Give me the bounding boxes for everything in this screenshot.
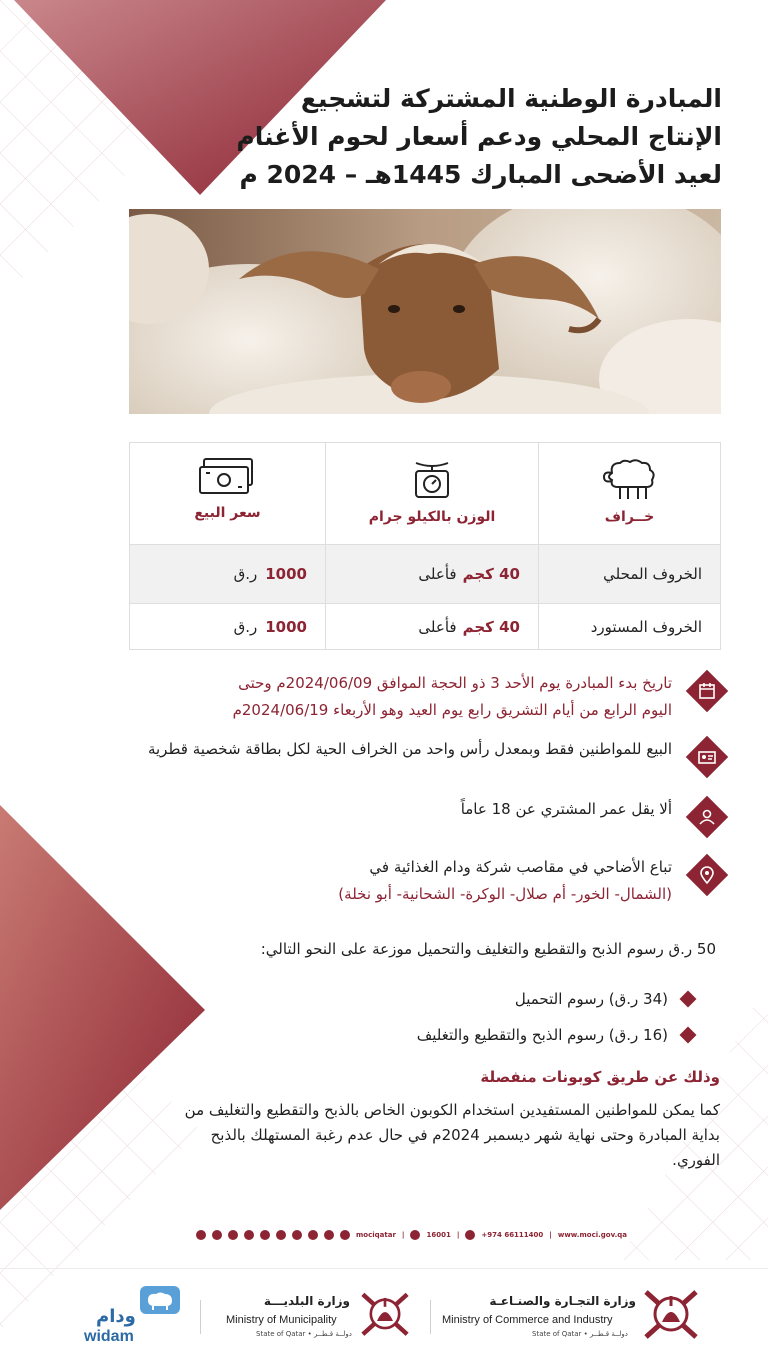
location-areas: (الشمال- الخور- أم صلال- الوكرة- الشحانية- أبو نخلة) (338, 885, 672, 903)
header-label: الوزن بالكيلو جرام (368, 509, 496, 525)
mom-name-ar: وزارة البلديـــة (263, 1294, 350, 1308)
hotline[interactable]: 16001 (426, 1231, 451, 1239)
mom-state: State of Qatar • دولــة قـطــر (256, 1330, 352, 1338)
fee-text: (34 ر.ق) رسوم التحميل (514, 990, 668, 1008)
sheep-type: الخروف المحلي (538, 545, 720, 603)
title-line: لعيد الأضحى المبارك 1445هـ – 2024 م (239, 160, 722, 189)
whatsapp-contact-icon (465, 1230, 475, 1240)
moci-state: State of Qatar • دولــة قـطــر (532, 1330, 628, 1338)
dates-line: اليوم الرابع من أيام التشريق رابع يوم العيد وهو الأربعاء 2024/06/19م (232, 701, 672, 719)
price-table (129, 442, 721, 650)
info-location (128, 854, 728, 908)
fee-item (417, 1026, 694, 1044)
header-sheep (538, 443, 720, 544)
weight-value: 40 كجم (462, 565, 520, 583)
widam-name-ar: ودام (96, 1306, 136, 1327)
qatar-emblem-icon (636, 1282, 706, 1344)
sheep-icon (600, 455, 660, 503)
age-text: ألا يقل عمر المشتري عن 18 عاماً (460, 800, 672, 818)
coupon-title: وذلك عن طريق كوبونات منفصلة (480, 1068, 720, 1086)
location-line: تباع الأضاحي في مقاصب شركة ودام الغذائية في (369, 858, 672, 876)
diamond-bullet-icon (680, 991, 697, 1008)
info-citizens (128, 736, 728, 778)
mom-name-en: Ministry of Municipality (226, 1314, 337, 1326)
contact-strip: mociqatar | 16001 | +974 66111400 | www.moci.gov.qa (196, 1226, 627, 1244)
info-dates (128, 670, 728, 724)
info-age (128, 796, 728, 838)
fees-intro: 50 ر.ق رسوم الذبح والتقطيع والتغليف والتحميل موزعة على النحو التالي: (260, 940, 716, 958)
user-icon (686, 796, 728, 838)
weight-suffix: فأعلى (418, 565, 457, 583)
x-icon[interactable] (228, 1230, 238, 1240)
weight-cell (325, 604, 538, 650)
header-label: سعر البيع (194, 505, 261, 521)
location-pin-icon (686, 854, 728, 896)
price-value: 1000 (265, 565, 307, 583)
tiktok-icon[interactable] (308, 1230, 318, 1240)
title-line: الإنتاج المحلي ودعم أسعار لحوم الأغنام (236, 122, 722, 151)
scale-icon (408, 455, 456, 503)
price-cell (130, 545, 325, 603)
municipality-logo (226, 1280, 416, 1350)
sheep-type: الخروف المستورد (538, 604, 720, 650)
header-label: خــراف (604, 509, 655, 525)
coupon-text: كما يمكن للمواطنين المستفيدين استخدام الكوبون الخاص بالذبح والتقطيع والتغليف من بداية المبادرة وحتى نهاية شهر ديسمبر 2024م في حال عدم رغبة المستهلك بالذبح الفوري. (184, 1101, 720, 1169)
calendar-icon (686, 670, 728, 712)
title-line: المبادرة الوطنية المشتركة لتشجيع (300, 84, 722, 113)
whatsapp-number[interactable]: +974 66111400 (481, 1231, 544, 1239)
price-unit: ر.ق (233, 565, 258, 583)
phone-icon (410, 1230, 420, 1240)
header-price (130, 443, 325, 544)
facebook-icon[interactable] (212, 1230, 222, 1240)
price-cell (130, 604, 325, 650)
moci-name-en: Ministry of Commerce and Industry (442, 1314, 613, 1326)
instagram-icon[interactable] (260, 1230, 270, 1240)
moci-logo (440, 1280, 720, 1350)
telegram-icon[interactable] (292, 1230, 302, 1240)
dates-line: تاريخ بدء المبادرة يوم الأحد 3 ذو الحجة الموافق 2024/06/09م وحتى (238, 674, 672, 692)
price-unit: ر.ق (233, 618, 258, 636)
fee-item (515, 990, 694, 1008)
footer-divider (0, 1268, 768, 1269)
widam-sheep-icon (140, 1286, 180, 1314)
cash-icon (198, 455, 258, 499)
weight-cell (325, 545, 538, 603)
social-icon[interactable] (196, 1230, 206, 1240)
price-value: 1000 (265, 618, 307, 636)
location-text (338, 854, 672, 908)
header-weight (325, 443, 538, 544)
weight-value: 40 كجم (462, 618, 520, 636)
moci-name-ar: وزارة التجـارة والصنـاعـة (489, 1294, 636, 1308)
table-row (130, 544, 720, 603)
snapchat-icon[interactable] (276, 1230, 286, 1240)
id-card-icon (686, 736, 728, 778)
ram-photo (129, 209, 721, 414)
page-title (162, 80, 722, 194)
linkedin-icon[interactable] (340, 1230, 350, 1240)
fee-text: (16 ر.ق) رسوم الذبح والتقطيع والتغليف (416, 1026, 668, 1044)
youtube-icon[interactable] (244, 1230, 254, 1240)
widam-name-en: widam (84, 1328, 134, 1345)
dates-text (233, 670, 672, 724)
citizens-text: البيع للمواطنين فقط وبمعدل رأس واحد من الخراف الحية لكل بطاقة شخصية قطرية (147, 740, 672, 758)
website-link[interactable]: www.moci.gov.qa (557, 1231, 627, 1239)
diamond-bullet-icon (680, 1027, 697, 1044)
social-handle[interactable]: mociqatar (356, 1231, 396, 1239)
table-row (130, 603, 720, 650)
weight-suffix: فأعلى (418, 618, 457, 636)
table-header-row (130, 443, 720, 544)
qatar-emblem-icon (354, 1282, 416, 1344)
whatsapp-icon[interactable] (324, 1230, 334, 1240)
